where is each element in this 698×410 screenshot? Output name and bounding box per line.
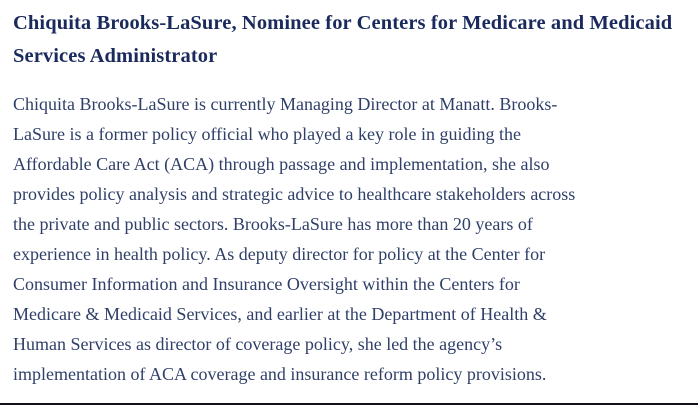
- article-body-line: implementation of ACA coverage and insurance reform policy provisions.: [13, 364, 547, 384]
- article-content: [13, 7, 690, 389]
- article-body-line: experience in health policy. As deputy director for policy at the Center for: [13, 244, 546, 264]
- section-divider: [0, 403, 698, 405]
- article-title: [13, 7, 690, 73]
- article-body-line: LaSure is a former policy official who played a key role in guiding the: [13, 124, 522, 144]
- article-body-line: Chiquita Brooks-LaSure is currently Managing Director at Manatt. Brooks-: [13, 94, 558, 114]
- article-body-line: Consumer Information and Insurance Oversight within the Centers for: [13, 274, 520, 294]
- article-body-line: Medicare & Medicaid Services, and earlier at the Department of Health &: [13, 304, 547, 324]
- article-body: [13, 89, 690, 389]
- article-body-line: provides policy analysis and strategic advice to healthcare stakeholders across: [13, 184, 576, 204]
- article-body-line: Affordable Care Act (ACA) through passage and implementation, she also: [13, 154, 550, 174]
- article-title-line-2: Services Administrator: [13, 45, 218, 67]
- article-title-line-1: Chiquita Brooks-LaSure, Nominee for Centers for Medicare and Medicaid: [13, 12, 673, 34]
- article-body-line: the private and public sectors. Brooks-LaSure has more than 20 years of: [13, 214, 533, 234]
- article-body-line: Human Services as director of coverage policy, she led the agency’s: [13, 334, 503, 354]
